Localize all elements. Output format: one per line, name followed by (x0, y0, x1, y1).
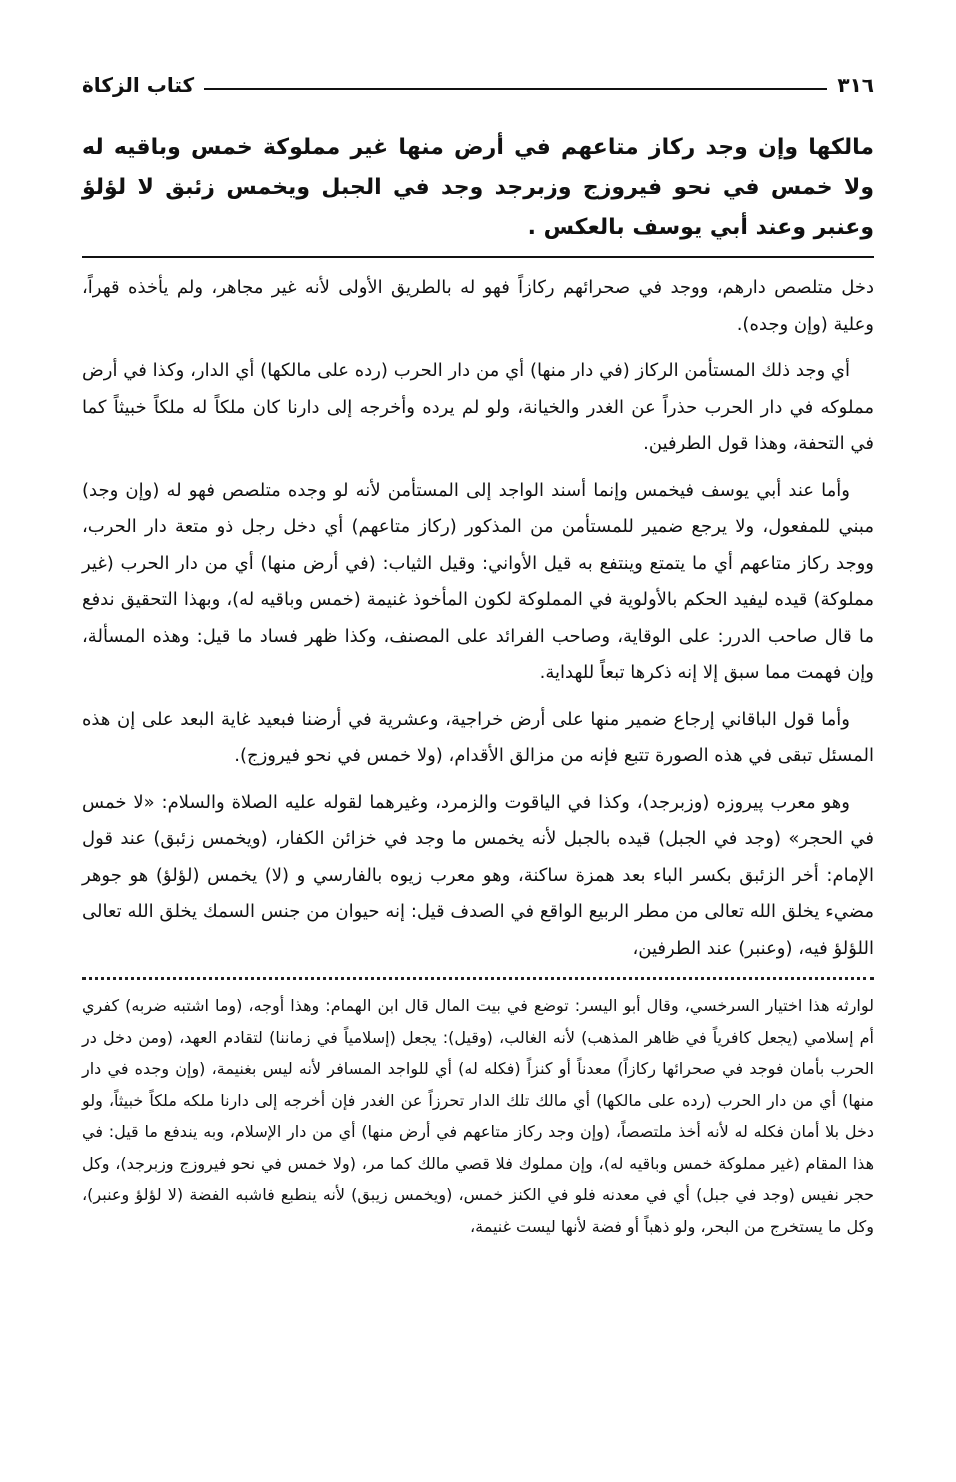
hashiya-paragraph: لوارثه هذا اختيار السرخسي، وقال أبو اليسر: توضع في بيت المال قال ابن الهمام: وهذا أوجه، (وما اشتبه ضربه) كفري أم إسلامي (يجعل كافرياً في ظاهر المذهب) لأنه الغالب، (وقيل): يجعل (إسلامياً في زماننا) لتقادم العهد، (ومن دخل در الحرب بأمان فوجد في صحرائها ركازاً) معدناً أو كنزاً (فكله له) أي للواجد المسافر لأنه ليس بغنيمة، (وإن وجده في دار منها) أي من دار الحرب (رده على مالكها) أي مالك تلك الدار تحرزاً عن الغدر فإن أخرجه إلى دارنا ملكه ملكاً خبيثاً، ولو دخل بلا أمان فكله له لأنه أخذ ملتصصاً، (وإن وجد ركاز متاعهم في أرض منها) أي من دار الإسلام، وبه يندفع ما قيل: في هذا المقام (غير مملوكة خمس وباقيه له)، وإن مملوك فلا قصي مالك كما مر، (ولا خمس في نحو فيروزج وزبرجد)، وكل حجر نفيس (وجد في جبل) أي في معدنه فلو في الكنز خمس، (ويخمس زيبق) لأنه ينطبع فاشبه الفضة (لا لؤلؤ وعنبر)، وكل ما يستخرج من البحر، ولو ذهباً أو فضة لأنها ليست غنيمة، (82, 996, 874, 1236)
sharh-paragraph: أي وجد ذلك المستأمن الركاز (في دار منها) أي من دار الحرب (رده على مالكها) أي الدار، وكذا في أرض مملوكه في دار الحرب حذراً عن الغدر والخيانة، ولو لم يرده وأخرجه إلى دارنا كان ملكاً له ملكاً خبيثاً كما في التحفة، وهذا قول الطرفين. (82, 360, 874, 454)
sharh-paragraph: وأما عند أبي يوسف فيخمس وإنما أسند الواجد إلى المستأمن لأنه لو وجده متلصص فهو له (وإن وجد) مبني للمفعول، ولا يرجع ضمير للمستأمن من المذكور (ركاز متاعهم) أي دخل رجل ذو متعة دار الحرب، ووجد ركاز متاعهم أي ما يتمتع وينتفع به قيل الأواني: وقيل الثياب: (في أرض منها) أي من دار الحرب (غير مملوكة) قيده ليفيد الحكم بالأولوية في المملوكة لكون المأخوذ غنيمة (خمس وباقيه له)، وبهذا التحقيق ندفع ما قال صاحب الدرر: على الوقاية، وصاحب الفرائد على المصنف، وكذا ظهر فساد ما قيل: وهذه المسألة، وإن فهمت مما سبق إلا إنه ذكرها تبعاً للهداية. (82, 479, 874, 683)
page-header (82, 68, 874, 102)
sharh-commentary (82, 270, 874, 967)
header-rule (204, 88, 827, 90)
dotted-divider (82, 977, 874, 980)
hashiya-footnote (82, 990, 874, 1242)
page-number: ٣١٦ (837, 73, 874, 97)
book-title: كتاب الزكاة (82, 73, 195, 97)
matn-divider (82, 256, 874, 258)
sharh-paragraph: وأما قول الباقاني إرجاع ضمير منها على أرض خراجية، وعشرية في أرضنا فبعيد غاية البعد على إن هذه المسئل تبقى في هذه الصورة تتبع فإنه من مزالق الأقدام، (ولا خمس في نحو فيروزج). (82, 708, 874, 766)
sharh-paragraph: وهو معرب پيروزه (وزبرجد)، وكذا في الياقوت والزمرد، وغيرهما لقوله عليه الصلاة والسلام: «لا خمس في الحجر» (وجد في الجبل) قيده بالجبل لأنه يخمس ما وجد في خزائن الكفار، (ويخمس زئبق) عند قول الإمام: أخر الزئبق بكسر الباء بعد همزة ساكنة، وهو معرب زيوه بالفارسي و (لا) يخمس (لؤلؤ) هو جوهر مضيء يخلق الله تعالى من مطر الربيع الواقع في الصدف قيل: إنه حيوان من جنس السمك يخلق الله تعالى اللؤلؤ فيه، (وعنبر) عند الطرفين، (82, 791, 874, 959)
sharh-paragraph: دخل متلصص دارهم، ووجد في صحرائهم ركازاً فهو له بالطريق الأولى لأنه غير مجاهر، ولم يأخذه قهراً، وعلية (وإن وجده). (82, 277, 874, 335)
matn-text: مالكها وإن وجد ركاز متاعهم في أرض منها غير مملوكة خمس وباقيه له ولا خمس في نحو فيروزج وزبرجد وجد في الجبل ويخمس زئبق لا لؤلؤ وعنبر وعند أبي يوسف بالعكس . (82, 135, 874, 240)
